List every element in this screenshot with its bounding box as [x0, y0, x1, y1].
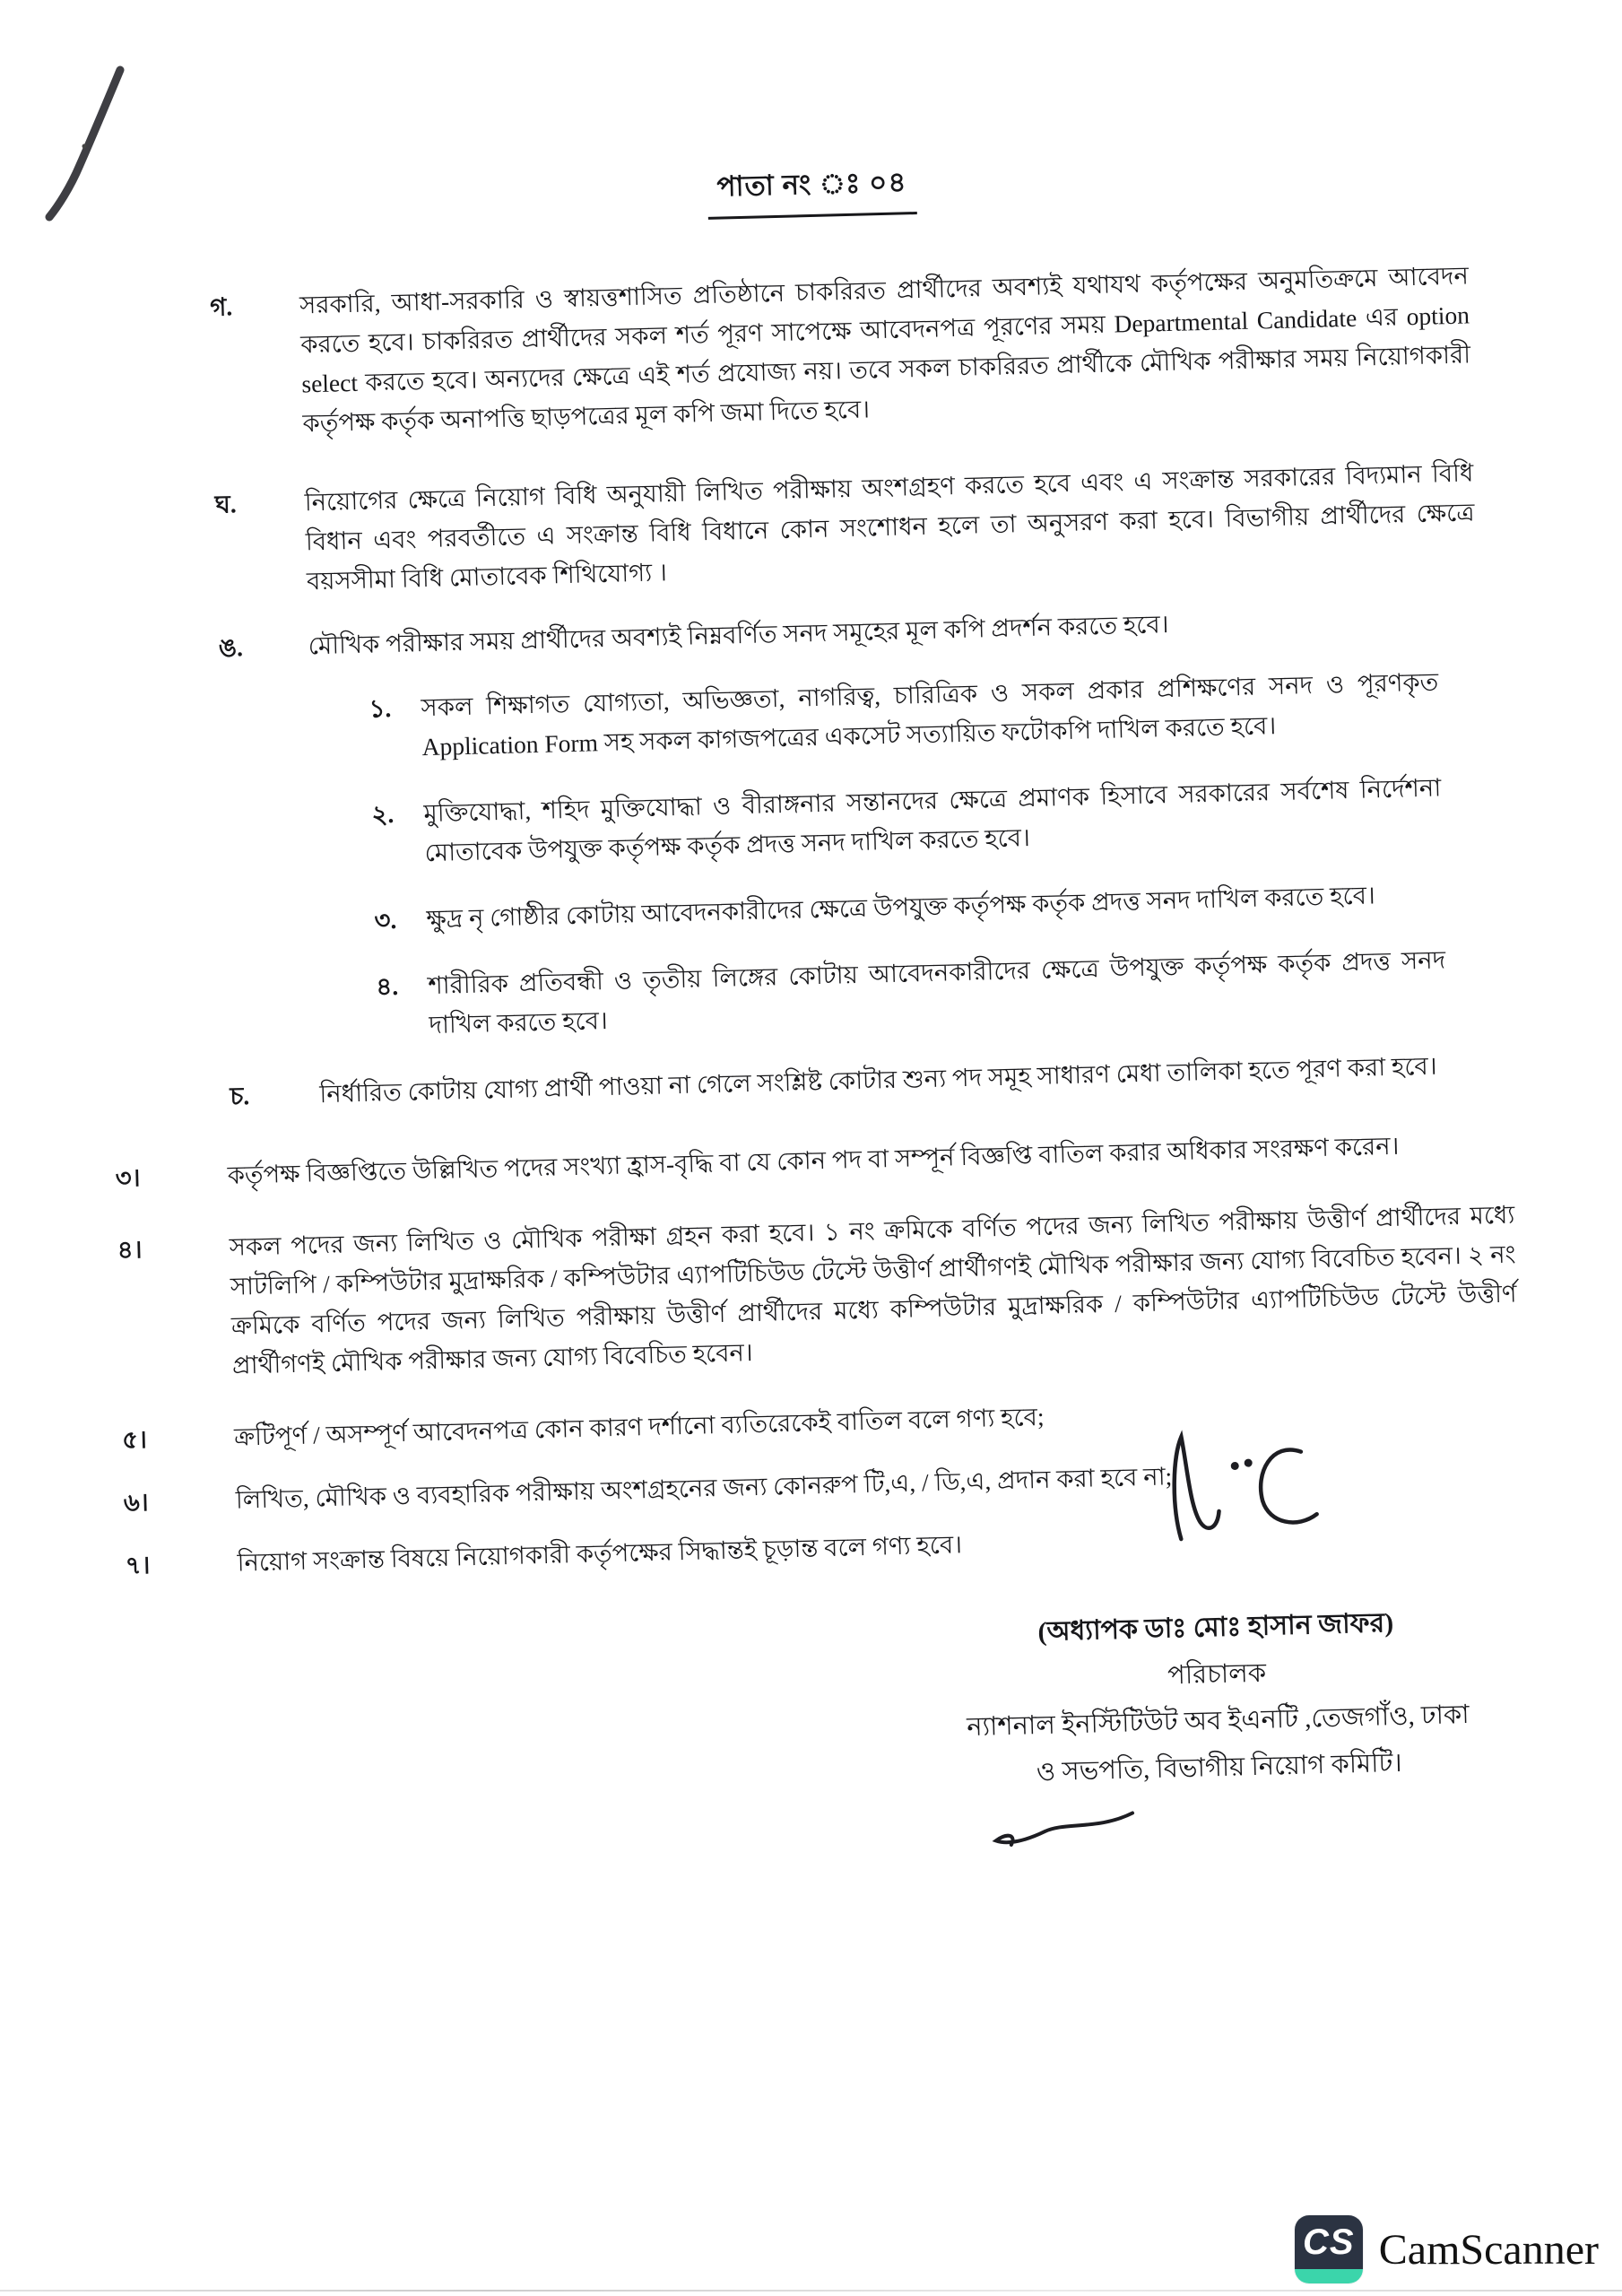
clause-uma — [218, 596, 1478, 668]
scan-edge-artifact — [0, 2290, 1622, 2292]
clause-ga-marker: গ. — [209, 292, 233, 321]
numbered-clause-6-text: লিখিত, মৌখিক ও ব্যবহারিক পরীক্ষায় অংশগ্রহনের জন্য কোনরুপ টি,এ, / ডি,এ, প্রদান করা হবে না; — [235, 1462, 1173, 1514]
numbered-clause-4-marker: ৪। — [117, 1235, 143, 1264]
numbered-clause-5-marker: ৫। — [121, 1425, 148, 1454]
signatory-committee: ও সভপতি, বিভাগীয় নিয়োগ কমিটি। — [1036, 1748, 1403, 1787]
sub-clause-2 — [371, 768, 1443, 874]
clause-ga-text: সরকারি, আধা-সরকারি ও স্বায়ত্তশাসিত প্রতিষ্ঠানে চাকরিরত প্রার্থীদের অবশ্যই যথাযথ কর্তৃপক্ষের অনুমতিক্রমে আবেদন করতে হবে। চাকরিরত প্রার্থীদের সকল শর্ত পূরণ সাপেক্ষে আবেদনপত্র পূরণের সময় Departmental Candidate এর option select করতে হবে। অন্যদের ক্ষেত্রে এই শর্ত প্রযোজ্য নয়। তবে সকল চাকরিরত প্রার্থীকে মৌখিক পরীক্ষার সময় নিয়োগকারী কর্তৃপক্ষ কর্তৃক অনাপত্তি ছাড়পত্রের মূল কপি জমা দিতে হবে। — [299, 261, 1471, 438]
signature-initials-icon — [1160, 1419, 1333, 1549]
signature-block — [856, 1596, 1580, 1856]
clause-uma-marker: ঙ. — [218, 633, 244, 662]
numbered-clause-4-text: সকল পদের জন্য লিখিত ও মৌখিক পরীক্ষা গ্রহন করা হবে। ১ নং ক্রমিকে বর্ণিত পদের জন্য লিখিত পরীক্ষায় উত্তীর্ণ প্রার্থীদের মধ্যে সাটলিপি / কম্পিউটার মুদ্রাক্ষরিক / কম্পিউটার এ্যাপটিচিউড টেস্টে উত্তীর্ণ প্রার্থীগণই মৌখিক পরীক্ষার জন্য যোগ্য বিবেচিত হবেন। ২ নং ক্রমিকে বর্ণিত পদের জন্য লিখিত পরীক্ষায় উত্তীর্ণ প্রার্থীদের মধ্যে কম্পিউটার মুদ্রাক্ষরিক / কম্পিউটার এ্যাপটিচিউড টেস্টে উত্তীর্ণ প্রার্থীগণই মৌখিক পরীক্ষার জন্য যোগ্য বিবেচিত হবেন। — [229, 1200, 1517, 1379]
clause-cha — [230, 1045, 1489, 1117]
signatory-designation: পরিচালক — [1167, 1658, 1267, 1691]
numbered-clause-5-text: ক্রটিপূর্ণ / অসম্পূর্ণ আবেদনপত্র কোন কারণ দর্শানো ব্যতিরেকেই বাতিল বলে গণ্য হবে; — [233, 1402, 1045, 1451]
sub-clause-1-marker: ১. — [369, 694, 392, 723]
signatory-organization: ন্যাশনাল ইনস্টিটিউট অব ইএনটি ,তেজগাঁও, ঢাকা — [966, 1700, 1470, 1743]
numbered-clause-3 — [115, 1124, 1514, 1198]
camscanner-watermark — [1295, 2215, 1599, 2283]
signature-flourish-icon — [987, 1802, 1141, 1852]
clause-cha-marker: চ. — [230, 1082, 250, 1110]
sub-clause-3 — [374, 874, 1444, 940]
sub-clause-2-text: মুক্তিযোদ্ধা, শহিদ মুক্তিযোদ্ধা ও বীরাঙ্গনার সন্তানদের ক্ষেত্রে প্রমাণক হিসাবে সরকারের সর্বশেষ নির্দেশনা মোতাবেক উপযুক্ত কর্তৃপক্ষ কর্তৃক প্রদত্ত সনদ দাখিল করতে হবে। — [423, 773, 1442, 867]
clause-gha — [214, 453, 1476, 603]
sub-clause-4 — [376, 940, 1447, 1046]
numbered-clause-3-marker: ৩। — [115, 1163, 141, 1192]
clause-gha-text: নিয়োগের ক্ষেত্রে নিয়োগ বিধি অনুযায়ী লিখিত পরীক্ষায় অংশগ্রহণ করতে হবে এবং এ সংক্রান্ত সরকারের বিদ্যমান বিধি বিধান এবং পরবর্তীতে এ সংক্রান্ত বিধি বিধানে কোন সংশোধন হলে তা অনুসরণ করা হবে। বিভাগীয় প্রার্থীদের ক্ষেত্রে বয়সসীমা বিধি মোতাবেক শিথিযোগ্য । — [304, 458, 1475, 596]
camscanner-logo-accent — [1295, 2269, 1363, 2283]
numbered-clause-3-text: কর্তৃপক্ষ বিজ্ঞপ্তিতে উল্লিখিত পদের সংখ্যা হ্রাস-বৃদ্ধি বা যে কোন পদ বা সম্পূর্ন বিজ্ঞপ্তি বাতিল করার অধিকার সংরক্ষণ করেন। — [227, 1131, 1400, 1189]
clause-ga — [210, 256, 1472, 445]
sub-clause-3-marker: ৩. — [374, 905, 397, 935]
camscanner-brand-text: CamScanner — [1378, 2225, 1599, 2274]
clause-gha-marker: ঘ. — [214, 490, 238, 518]
numbered-clause-7-text: নিয়োগ সংক্রান্ত বিষয়ে নিয়োগকারী কর্তৃপক্ষের সিদ্ধান্তই চূড়ান্ত বলে গণ্য হবে। — [237, 1530, 963, 1577]
numbered-clause-6-marker: ৬। — [123, 1488, 150, 1517]
sub-clause-1-text: সকল শিক্ষাগত যোগ্যতা, অভিজ্ঞতা, নাগরিত্ব, চারিত্রিক ও সকল প্রকার প্রশিক্ষণের সনদ ও পূরণকৃত Application Form সহ সকল কাগজপত্রের একসেট সত্যায়িত ফটোকপি দাখিল করতে হবে। — [421, 667, 1439, 761]
clause-cha-text: নির্ধারিত কোটায় যোগ্য প্রার্থী পাওয়া না গেলে সংশ্লিষ্ট কোটার শুন্য পদ সমূহ সাধারণ মেধা তালিকা হতে পূরণ করা হবে। — [319, 1051, 1437, 1109]
camscanner-logo-text: CS — [1295, 2215, 1363, 2269]
clause-uma-text: মৌখিক পরীক্ষার সময় প্রার্থীদের অবশ্যই নিম্নবর্ণিত সনদ সমূহের মূল কপি প্রদর্শন করতে হবে। — [308, 610, 1169, 660]
numbered-clause-7-marker: ৭। — [125, 1551, 151, 1579]
sub-clause-4-text: শারীরিক প্রতিবন্ধী ও তৃতীয় লিঙ্গের কোটায় আবেদনকারীদের ক্ষেত্রে উপযুক্ত কর্তৃপক্ষ কর্তৃক প্রদত্ত সনদ দাখিল করতে হবে। — [428, 945, 1446, 1039]
sub-clause-2-marker: ২. — [371, 800, 395, 829]
numbered-clause-4 — [117, 1196, 1518, 1388]
page-number-heading — [1, 143, 1622, 238]
page-number-text: পাতা নং ঃ ০৪ — [707, 161, 916, 220]
document-content — [0, 130, 1622, 1876]
signatory-name: (অধ্যাপক ডাঃ মোঃ হাসান জাফর) — [1037, 1608, 1394, 1648]
camscanner-logo-icon — [1295, 2215, 1363, 2283]
sub-clause-1 — [369, 662, 1440, 768]
sub-clause-3-text: ক্ষুদ্র নৃ গোষ্ঠীর কোটায় আবেদনকারীদের ক্ষেত্রে উপযুক্ত কর্তৃপক্ষ কর্তৃক প্রদত্ত সনদ দাখিল করতে হবে। — [426, 881, 1376, 934]
sub-clause-4-marker: ৪. — [376, 971, 399, 1001]
